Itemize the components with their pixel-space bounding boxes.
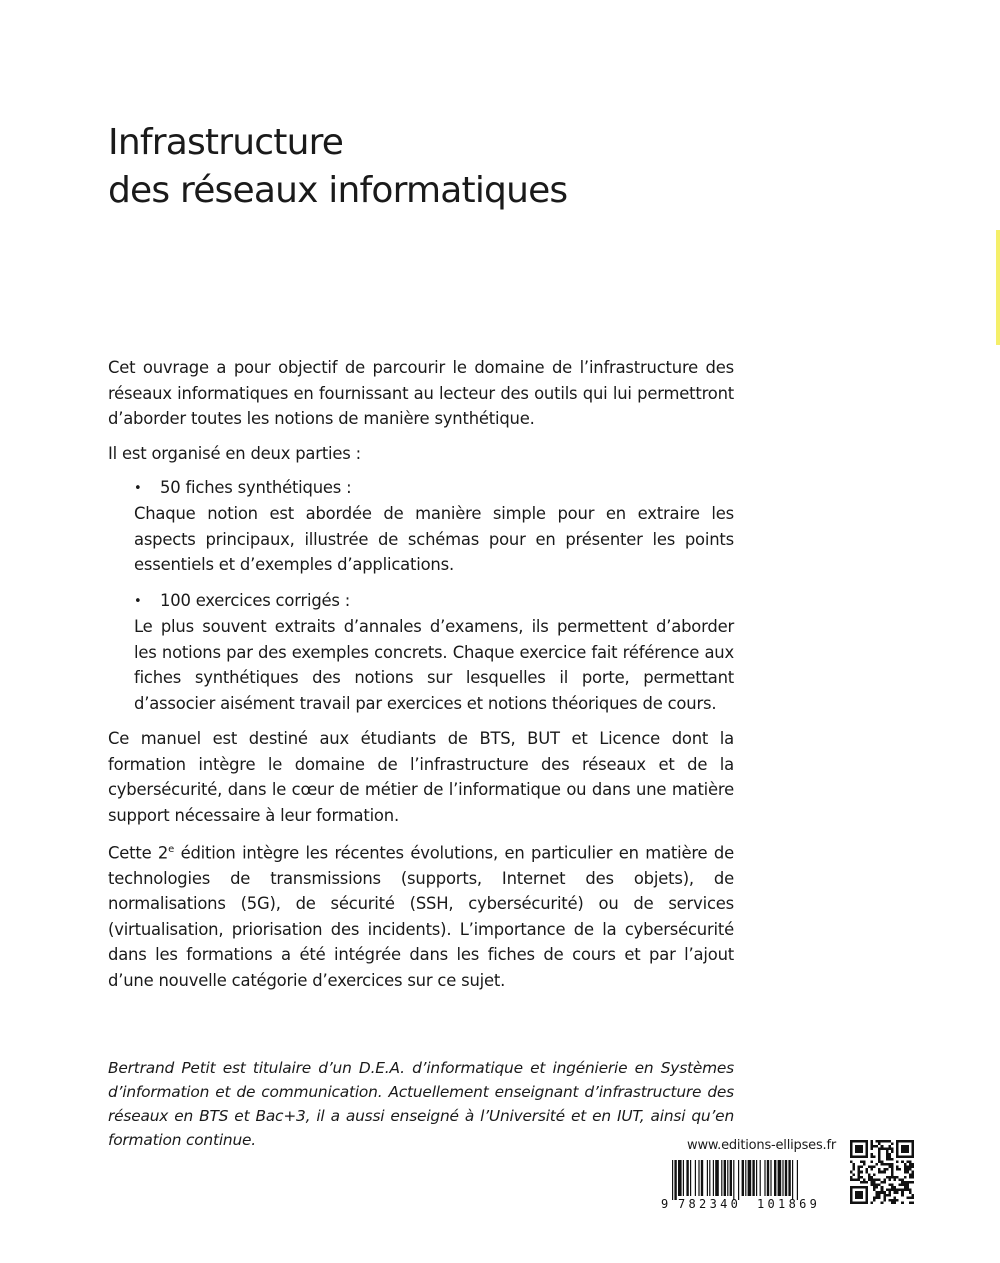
book-title-line-2: des réseaux informatiques	[108, 170, 568, 211]
edition-paragraph: Cette 2e édition intègre les récentes évolutions, en particulier en matière de technologies de transmissions (supports, Internet des objets), de normalisations (5G), de sécurité (SSH, cybersécurité) ou de services (virtualisation, priorisation des incidents). L’importance de la cybersécurité dans les formations a été intégrée dans les fiches de cours et par l’ajout d’une nouvelle catégorie d’exercices sur ce sujet.	[108, 843, 734, 990]
part-heading: 50 fiches synthétiques :	[160, 478, 352, 497]
part-description: Chaque notion est abordée de manière simple pour en extraire les aspects principaux, illustrée de schémas pour en présenter les points essentiels et d’exemples d’applications.	[134, 504, 734, 575]
organisation-paragraph: Il est organisé en deux parties :	[108, 443, 361, 463]
part-description: Le plus souvent extraits d’annales d’examens, ils permettent d’aborder les notions par des exemples concrets. Chaque exercice fait référence aux fiches synthétiques des notions sur lesquelles il porte, permettant d’associer aisément travail par exercices et notions théoriques de cours.	[134, 617, 734, 713]
audience-paragraph: Ce manuel est destiné aux étudiants de BTS, BUT et Licence dont la formation intègre le domaine de l’infrastructure des réseaux et de la cybersécurité, dans le cœur de métier de l’informatique ou dans une matière support nécessaire à leur formation.	[108, 729, 734, 825]
barcode-digits-right: 101869	[757, 1197, 821, 1210]
part-item-fiches	[134, 475, 734, 578]
part-heading: 100 exercices corrigés :	[160, 590, 351, 610]
parts-list	[108, 475, 734, 716]
description-text	[108, 355, 734, 1002]
book-title-line-1: Infrastructure	[108, 122, 344, 163]
author-bio-text: Bertrand Petit est titulaire d’un D.E.A. d’informatique et ingénierie en Systèmes d’information et de communication. Actuellement enseignant d’infrastructure des réseaux en BTS et Bac+3, il a aussi enseigné à l’Université et en IUT, ainsi qu’en formation continue.	[108, 1059, 734, 1149]
part-item-exercices	[134, 588, 734, 716]
bullet-icon: •	[134, 593, 142, 609]
isbn-barcode	[660, 1160, 840, 1210]
edition-superscript: e	[168, 844, 175, 855]
publisher-website[interactable]: www.editions-ellipses.fr	[687, 1138, 836, 1153]
yellow-edge-mark	[996, 230, 1000, 345]
bullet-icon: •	[134, 480, 142, 496]
barcode-first-digit: 9	[661, 1197, 669, 1210]
intro-paragraph: Cet ouvrage a pour objectif de parcourir le domaine de l’infrastructure des réseaux informatiques en fournissant au lecteur des outils qui lui permettront d’aborder toutes les notions de manière synthétique.	[108, 358, 734, 428]
qr-code	[850, 1140, 914, 1204]
book-title	[108, 119, 808, 215]
barcode-digits-left: 782340	[678, 1197, 742, 1210]
